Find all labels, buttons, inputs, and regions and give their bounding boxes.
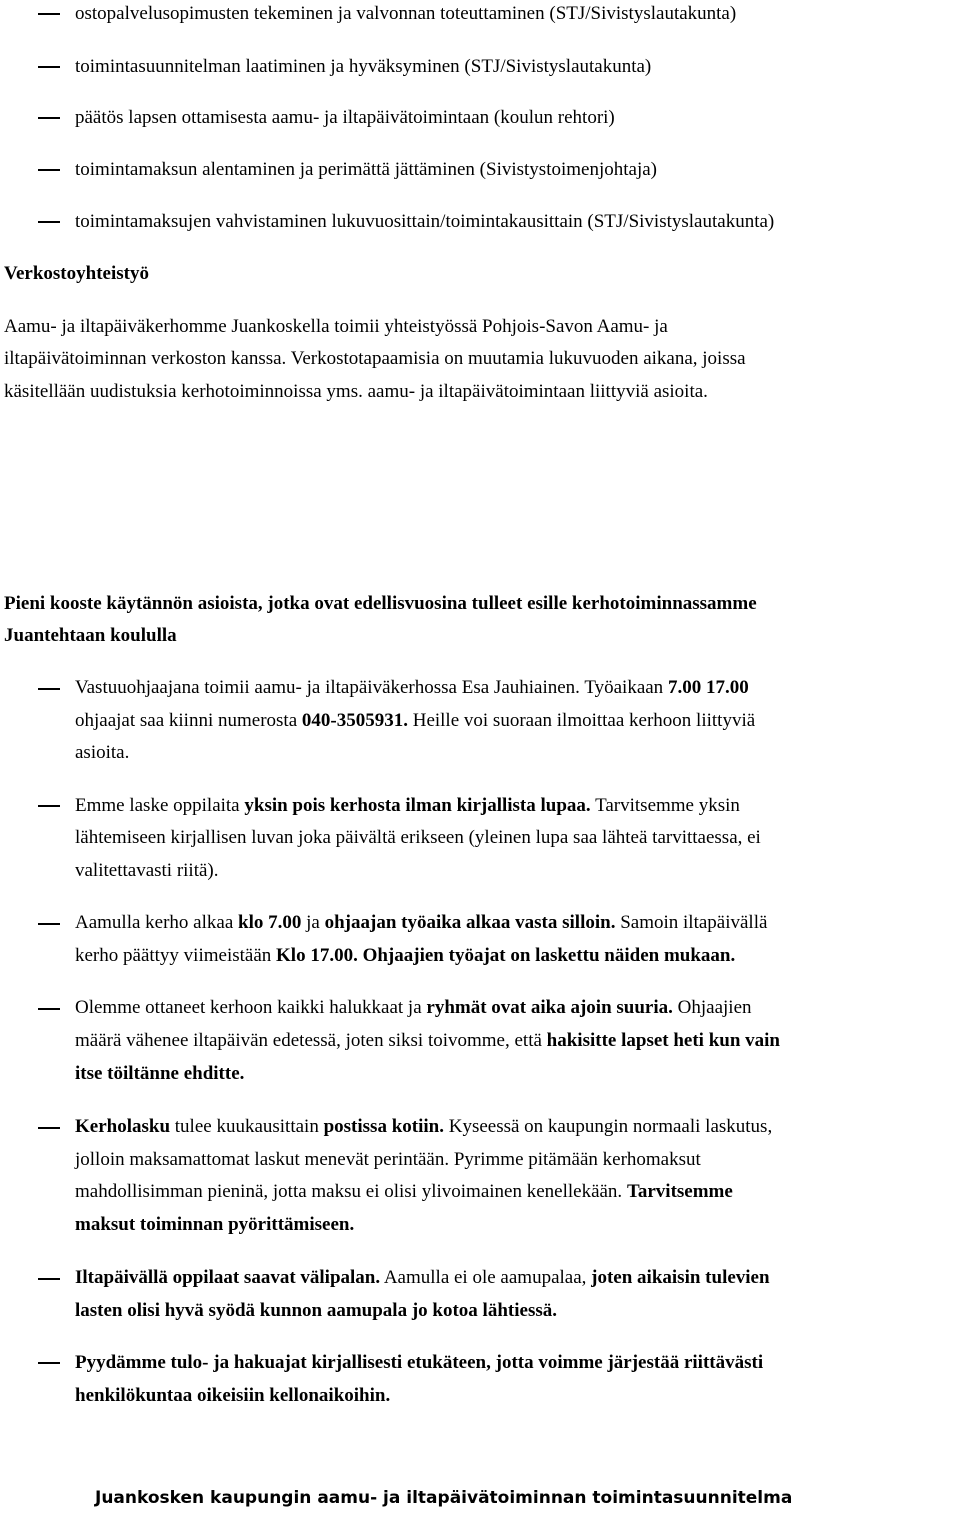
list-item-line: Vastuuohjaajana toimii aamu- ja iltapäiväkerhossa Esa Jauhiainen. Työaikaan 7.00 17.00 [75, 677, 749, 698]
list-item-line: jolloin maksamattomat laskut menevät perintään. Pyrimme pitämään kerhomaksut [75, 1149, 701, 1170]
list-item-line: itse töiltänne ehditte. [75, 1063, 245, 1084]
list-item: päätös lapsen ottamisesta aamu- ja iltapäivätoimintaan (koulun rehtori) [75, 107, 615, 128]
list-dash [38, 13, 60, 15]
list-item-line: henkilökuntaa oikeisiin kellonaikoihin. [75, 1385, 391, 1406]
list-item-line: lähtemiseen kirjallisen luvan joka päivältä erikseen (yleinen lupa saa lähteä tarvittaessa, ei [75, 827, 761, 848]
list-item-line: määrä vähenee iltapäivän edetessä, joten siksi toivomme, että hakisitte lapset heti kun vain [75, 1030, 780, 1051]
list-dash [38, 923, 60, 925]
list-item-line: kerho päättyy viimeistään Klo 17.00. Ohjaajien työajat on laskettu näiden mukaan. [75, 945, 736, 966]
list-item: toimintamaksujen vahvistaminen lukuvuosittain/toimintakausittain (STJ/Sivistyslautakunta) [75, 211, 775, 232]
paragraph-line: käsitellään uudistuksia kerhotoiminnoissa yms. aamu- ja iltapäivätoimintaan liittyviä asioita. [4, 381, 708, 402]
list-item-line: mahdollisimman pieninä, jotta maksu ei olisi ylivoimainen kenellekään. Tarvitsemme [75, 1181, 733, 1202]
page-footer: Juankosken kaupungin aamu- ja iltapäivätoiminnan toimintasuunnitelma [95, 1488, 793, 1508]
list-item-line: Kerholasku tulee kuukausittain postissa kotiin. Kyseessä on kaupungin normaali laskutus, [75, 1116, 773, 1137]
list-item-line: Olemme ottaneet kerhoon kaikki halukkaat ja ryhmät ovat aika ajoin suuria. Ohjaajien [75, 997, 752, 1018]
list-item-line: valitettavasti riitä). [75, 860, 219, 881]
list-item: ostopalvelusopimusten tekeminen ja valvonnan toteuttaminen (STJ/Sivistyslautakunta) [75, 3, 737, 24]
section-heading-summary-cont: Juantehtaan koululla [4, 625, 177, 646]
list-dash [38, 805, 60, 807]
list-dash [38, 117, 60, 119]
section-heading-network: Verkostoyhteistyö [4, 263, 149, 284]
list-item-line: Aamulla kerho alkaa klo 7.00 ja ohjaajan työaika alkaa vasta silloin. Samoin iltapäivällä [75, 912, 768, 933]
list-item-line: Pyydämme tulo- ja hakuajat kirjallisesti etukäteen, jotta voimme järjestää riittävästi [75, 1352, 764, 1373]
list-dash [38, 169, 60, 171]
list-item: toimintamaksun alentaminen ja perimättä jättäminen (Sivistystoimenjohtaja) [75, 159, 657, 180]
list-item-line: asioita. [75, 742, 130, 763]
paragraph-line: iltapäivätoiminnan verkoston kanssa. Verkostotapaamisia on muutamia lukuvuoden aikana, joissa [4, 348, 746, 369]
list-item-line: maksut toiminnan pyörittämiseen. [75, 1214, 355, 1235]
list-dash [38, 66, 60, 68]
list-item: toimintasuunnitelman laatiminen ja hyväksyminen (STJ/Sivistyslautakunta) [75, 56, 652, 77]
list-item-line: ohjaajat saa kiinni numerosta 040-3505931. Heille voi suoraan ilmoittaa kerhoon liittyviä [75, 710, 756, 731]
list-dash [38, 688, 60, 690]
list-dash [38, 1362, 60, 1364]
list-item-line: Iltapäivällä oppilaat saavat välipalan. Aamulla ei ole aamupalaa, joten aikaisin tulevien [75, 1267, 770, 1288]
list-dash [38, 1008, 60, 1010]
paragraph-line: Aamu- ja iltapäiväkerhomme Juankoskella toimii yhteistyössä Pohjois-Savon Aamu- ja [4, 316, 668, 337]
list-item-line: lasten olisi hyvä syödä kunnon aamupala jo kotoa lähtiessä. [75, 1300, 557, 1321]
list-dash [38, 221, 60, 223]
list-dash [38, 1278, 60, 1280]
list-item-line: Emme laske oppilaita yksin pois kerhosta ilman kirjallista lupaa. Tarvitsemme yksin [75, 795, 740, 816]
list-dash [38, 1127, 60, 1129]
section-heading-summary: Pieni kooste käytännön asioista, jotka ovat edellisvuosina tulleet esille kerhotoiminnassamme [4, 593, 757, 614]
